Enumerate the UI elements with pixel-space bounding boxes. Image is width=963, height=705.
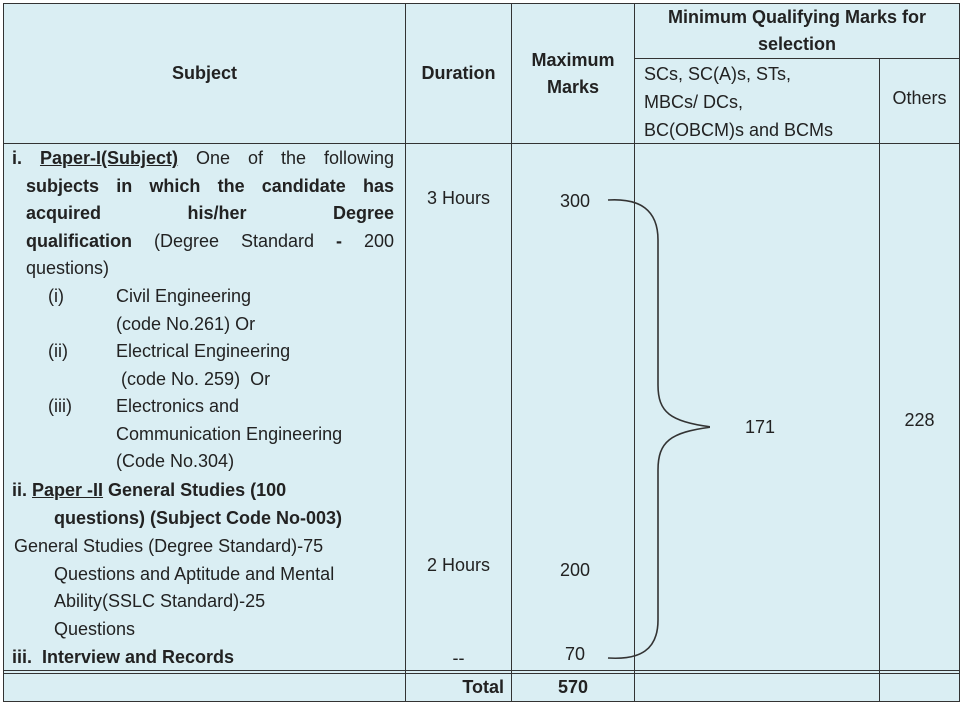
paper1-word-2: his/her	[187, 203, 247, 223]
option-civil-num: (i)	[48, 286, 64, 306]
paper1-options	[12, 283, 402, 476]
paper1-prefix: i.	[12, 148, 40, 168]
header-reserved-line2: MBCs/ DCs,	[644, 92, 743, 112]
paper2-title: Paper -II	[32, 480, 104, 500]
header-reserved-categories	[644, 60, 878, 144]
paper1-count: 200	[342, 230, 394, 251]
paper1-title: Paper-I(Subject)	[39, 148, 179, 168]
paper1-line4: questions)	[26, 258, 110, 278]
min-marks-others: 228	[904, 410, 935, 430]
header-others: Others	[892, 88, 947, 108]
body-bottom-2	[3, 673, 960, 674]
min-marks-reserved: 171	[744, 417, 776, 437]
paper2-heading	[12, 477, 402, 505]
general-studies-block	[14, 533, 404, 643]
interview-duration: --	[452, 648, 465, 668]
paper2-duration: 2 Hours	[426, 555, 491, 575]
paper1-word-3: Degree	[332, 203, 394, 223]
header-sub-divider	[634, 58, 960, 59]
header-max-marks-line1: Maximum	[531, 49, 615, 70]
border-right	[959, 3, 960, 702]
interview-max-marks: 70	[564, 644, 586, 664]
gs-line3: Ability(SSLC Standard)-25	[54, 591, 266, 611]
option-electrical-line2: (code No. 259) Or	[116, 368, 271, 389]
header-max-marks	[512, 4, 634, 143]
option-civil-line2: (code No.261) Or	[116, 313, 256, 334]
option-electrical-line1: Electrical Engineering	[116, 341, 291, 361]
paper1-duration: 3 Hours	[426, 188, 491, 208]
paper2-prefix: ii.	[12, 480, 33, 500]
header-duration: Duration	[421, 63, 496, 83]
total-label: Total	[462, 677, 504, 697]
gs-line4: Questions	[54, 618, 136, 639]
paper1-lead: One of the following	[178, 148, 394, 168]
option-civil	[12, 283, 402, 311]
option-electronics-num: (iii)	[48, 396, 72, 416]
option-electrical-num: (ii)	[48, 341, 68, 361]
grouping-brace	[600, 190, 710, 670]
paper2-block	[12, 477, 402, 532]
option-electronics-line1: Electronics and	[116, 396, 240, 416]
option-electrical	[12, 338, 402, 366]
total-value: 570	[557, 677, 589, 697]
col-divider-4	[879, 58, 880, 702]
option-civil-line1: Civil Engineering	[116, 286, 252, 306]
paper1-line3	[12, 228, 394, 256]
option-electronics-line3: (Code No.304)	[116, 451, 235, 471]
paper1-bold-line2	[12, 200, 394, 228]
header-min-qualifying-line1: Minimum Qualifying Marks for	[667, 7, 927, 27]
interview-label: iii. Interview and Records	[12, 647, 235, 667]
border-bottom	[3, 701, 960, 702]
paper1-dash: -	[336, 230, 342, 251]
header-subject: Subject	[171, 63, 237, 83]
paper2-line2: questions) (Subject Code No-003)	[54, 507, 343, 528]
paper1-block	[12, 145, 394, 283]
paper1-degree-standard: (Degree Standard	[132, 230, 336, 251]
gs-line1: General Studies (Degree Standard)-75	[14, 536, 324, 556]
header-reserved-line1: SCs, SC(A)s, STs,	[644, 64, 792, 84]
paper2-rest: General Studies (100	[103, 480, 287, 500]
header-reserved-line3: BC(OBCM)s and BCMs	[644, 120, 834, 140]
gs-line2: Questions and Aptitude and Mental	[54, 563, 335, 584]
header-min-qualifying-line2: selection	[757, 34, 837, 54]
paper1-bold-line1: subjects in which the candidate has	[26, 175, 394, 196]
paper1-heading	[12, 145, 394, 173]
paper1-word-1: acquired	[26, 203, 102, 223]
paper1-max-marks: 300	[559, 191, 591, 211]
paper1-qualification: qualification	[26, 230, 133, 251]
header-min-qualifying	[635, 4, 959, 58]
option-electronics-line2: Communication Engineering	[116, 423, 343, 444]
option-electronics	[12, 393, 402, 421]
header-max-marks-line2: Marks	[546, 76, 600, 97]
paper2-max-marks: 200	[559, 560, 591, 580]
